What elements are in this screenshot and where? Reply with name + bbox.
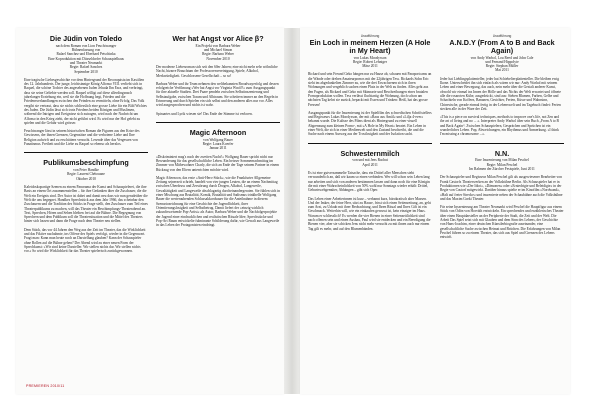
entry-title: Magic Afternoon <box>189 127 247 137</box>
program-entry <box>24 159 148 253</box>
entry-credit-line: Regie: Milan Peschel <box>486 162 518 167</box>
entry-credit-line: September 2010 <box>74 69 98 74</box>
entry-credit-line: und Michael Simon <box>203 48 233 53</box>
entry-credit-line: und Fernand Hippolyte <box>485 59 519 64</box>
program-entry <box>156 129 280 227</box>
entry-title: Publikumsbeschimpfung <box>43 158 129 168</box>
entry-paragraph: »Diskriminiert mag's nach der zweiten Nacht!« Wolfgang Bauer spricht nicht nur Bewunderung für das gesellschaftliche Leben. Ein heisser Sommernachmittag im Zimmer von Mitbewohner Charly, die sich an Ende der Tage seinem Partner in einem Rückzug von den Eltern unterrichten möchte wird. <box>156 154 279 172</box>
entry-credit-line: Ein Projekt von Barbara Weber <box>195 43 241 48</box>
entry-credit-line: von Andy Warhol, Lou Reed und John Cale <box>470 55 534 60</box>
entry-credit-line: Regie: Robert Lehniger <box>353 59 387 64</box>
entry-body <box>440 77 564 137</box>
entry-credit-line: Regie: Laurent Chétouane <box>67 172 105 177</box>
entry-credit-line: Eine Koproduktion mit Düsseldorfer Schauspielhaus <box>48 56 124 61</box>
entry-paragraph: Der Schauspieler und Regisseur Milan Peschel gilt als ausgewiesener Bearbeiter von Frank Castorfs Theaterwerken an der Volksbühne Berlin. Als Schauspieler hat er in Produktionen wie »Der Idiot«, »Dämonen« oder »Erniedrigte und Beleidigte« in der Regie von Castorf mitgewirkt. Darüber hinaus spielte er im Kinofilm »Nordwand«, »Halt auf freier Strecke« und inszenierte neben der Schaubühne auch die Volksbühne und das Maxim Gorki Theater. <box>440 175 563 201</box>
entry-credit-line: nach dem Roman von Lion Feuchtwanger <box>55 43 117 48</box>
entry-paragraph: Der moderne Liebesroman sich seit den 60er Jahren; eine nicht mehr sehr wöhnliche Nacht, bizarre Brauchtum der Professorenvereinigung, Spiele, Alkohol, Merkwürdigkeit. Geschlossene Gesellschaft – so so! <box>156 64 278 78</box>
entry-title: Die Jüdin von Toledo <box>49 34 123 43</box>
entry-credit-line: April 2011 <box>362 162 378 167</box>
entry-body <box>156 65 280 116</box>
entry-kicker: Uraufführung <box>492 34 512 38</box>
entry-title: N.N. <box>494 148 510 158</box>
entry-title: Wer hat Angst vor Alice β? <box>172 34 264 43</box>
right-column-1 <box>308 34 432 235</box>
left-column-2 <box>156 34 280 231</box>
right-page <box>300 28 570 394</box>
entry-title: A.N.D.Y (From A to B and Back Again) <box>449 38 555 55</box>
entry-credit-line: Regie: Laura Koerfer <box>202 142 234 147</box>
entry-paragraph: Ausgangspunkt für die Inszenierung ist der Spielfilm des schwedischen Schriftstellers und Regisseurs Lukas Moodysson, der mit »Raus aus Åmål« und »Lilja 4-ever« bekannt wurde. Die Kulisse des Films dient als Hintergrund zu einer visuell Abgrenzung zum kleinen Porno-, mit »A Hole in My Heart« beratet. Ein Leben in einer Welt, die sich in einer Medienwelt und den Zustand beschreibt, die und die Sache nach einem Ausweg aus der Trostlosigkeit und der Isolation sucht. <box>308 110 432 137</box>
entry-credit-line: März 2011 <box>362 64 378 69</box>
entry-credit-line: Regie: Barbara Weber <box>202 52 234 57</box>
program-entry <box>308 150 432 231</box>
entry-title: Schwesternmilch <box>340 148 400 158</box>
section-divider <box>440 143 564 144</box>
section-divider <box>156 122 280 123</box>
entry-credit-line: Regie: Stephan Müller <box>485 64 519 69</box>
left-page <box>16 28 284 394</box>
entry-paragraph: Dem Stück, das vor 44 Jahren den Weg aus der Zeit im Theater, das die Wirklichkeit und das Fiktive nachahmte, ins Offene des Spiels verfolgt, wieder in die Gegenwart. Fragt man: Kann man heute noch an Darstellung glauben? Kann der Schauspieler ohne Rollen auf die Bühne gehen? Der Abend wird zu einer neuen Form der Sprechkunst: »Wir sind keine Darsteller. Wir stellen nichts dar. Wir stellen nichts vor.« So wird die Wirklichkeit für das Theater spielerisch zurückgewonnen. <box>24 227 146 254</box>
program-entry <box>156 35 280 116</box>
entry-paragraph: Feuchtwanger lässt in seinem historischen Roman die Figuren aus den Krise des Gewissens, der ihnen Grenzen, Gegensätze und die verbotene Liebe und Ihre Religion aufwirft und zu erschüttern versucht. Lesende über das Vergessen von Fanatismus. Freiheit und die Liebe zu Raquel so ebenso als herzlos. <box>24 129 140 147</box>
entry-credit-line: von und mit Jens Rachut <box>352 158 388 163</box>
page-footer: PREMIEREN 2010/11 <box>26 384 65 388</box>
entry-credit-line: November 2010 <box>206 56 230 61</box>
entry-paragraph: Für seine Inszenierung am Theater Neumarkt wird Peschel die Hauptfigur aus einem Stück von Ödön von Horváth entwickeln. Ein sprechendes und erzählerisches Theater über einen Hauptdarsteller an der Peripherie der Stadt, die Zeit und der Welt. Die Arbeit Das Spiel setzt sich mit Glauben und dem Sinn des Lebens, der Geschichte von Hans-Joachim, einer deutschen Künstlerbiografie auseinander, eine gesellschaftliche Suche zwischen Heimat und Brüchen. Die Erfahrungen von Milan Peschel führen so zu einem Theater, das sich aus Spiel und Grenzen des Lebens entwirft. <box>440 205 564 240</box>
entry-credit-line: Rafael Sanchez und Eberhard Petschinka <box>56 52 116 57</box>
entry-paragraph: Magic Afternoon, das erste »Anti-Hero-Stück«, wie die Frankfurter Allgemeine Zeitung seinerzeit schrieb, handelt von vier jungen Leuten, die an einem Nachmittag zwischen Überdruss und Zerstörung durch Drogen, Alkohol, Langeweile, Gewaltätigkeit und Langeweile abschlagartig durcheinandergeraten. Sie fühlen sich in einer Mischung aus Brutalität, Komik, Brutalität und Sadismus trinkhelle Wolfgang Bauer die werteraubenden Schlussakkordsauer für die Anteilnahme in diesem Szenariozeichnung für eine Geschichte der Jugendlichkeit, ihrer Orientierungslosigkeit und Selbstbetrug. Damit liefert der »einzig wirklich zukunftsweisende Pop-Artist« als Autor, Barbara Weber und die Nachfolgerprojekte der Jugend einer eindrucklichen und realistischen Rituale Idee, Sprechstücke und Pop-Art Raum entwickelte fulminante Schilderung dafür, wie Gewalt aus Langeweile in das Leben der Protagonisten eindringt. <box>156 175 280 228</box>
entry-credit-line: Eine Inszenierung von Milan Peschel <box>475 158 529 163</box>
entry-credit-line: Oktober 2010 <box>76 176 96 181</box>
entry-title: Ein Loch in meinem Herzen (A Hole in My Heart) <box>309 38 431 55</box>
entry-paragraph: Kaleidoskopartige Szenen zu einem Panorama der Kunst und Schauspielerei, die ihre Basis an einem Ort zusammenstellen – für ihre Gedanken über die Zuschauer, die die Welt ein Ereignis sind. Der Autor ist dabei und damit neu dass wir nun geradeüber die Welt die uns begegnet. Handkes Sprechstück aus dem Jahr 1966, das scheinbar den Zuschauern und die Tradition des Stücks in Frage stellt, den Zuschauer zum Teil eines Theaterpublikums zu machen, will das Theater ein Beschimpfungs-Theaterabend an. Text, Sprechen, Hören und Sehen bleiben frei auf die Bühne. Die Begegnung von Sprechern und dem Publikum soll die Theatersituation und die Mittel des Theaters hinter sich lassen und dann die Frage nach dem Theater neu stellen. <box>24 185 148 224</box>
entry-body <box>440 175 564 239</box>
program-entry <box>440 34 564 137</box>
entry-paragraph: »This is a piece on survival techniques, methods to improve one's life, not Zen and the art of living and no ... «. Interpreter Andy Warhol über sein Buch „From A to B and Back Again“. Zwischen Schauspielern, Gesprächen und Sprüchen ist ein wunderliches Leben. Pop, Abweichungen, ein Rhythmus und Anmerkung. »I think I'm missing a chromosome ...«. <box>440 115 560 137</box>
entry-credit-line: Im Rahmen der Zürcher Festspiele, Juni 2011 <box>469 167 535 172</box>
entry-credit-line: Bühnenfassung von <box>71 48 101 53</box>
entry-paragraph: Jeder hat Lieblingsplattenteller, jeder hat Schiebelterplattenteller. Die bleiben ewig Ikone. Unterscheidet ihn sich einfach als wären wir nur: Andy Warhol mit seinem Leben und einer Bewegung, das auch, nein mehr über die Gestalt anderer Kunst, obwohl wir einmal ins Innen der Hölle und das Nichts der Welt erwartet und öffnete alle die rosaroten Kühe, ausgedrückt, sind aus: Sieben Blumen, Farben, Gelbe und Schachteln von Koffern, Bananen, Gesichter, Ferien, Küsse und Wahnsinn, Chinesische, gerade einmal fertig in der Lebenswelt und im Tagebuch findet: Ferien stecken alle in der Ware der Zeit. <box>440 76 561 111</box>
program-entry <box>308 34 432 137</box>
entry-credit-line: Regie: Rafael Sanchez <box>69 65 103 70</box>
entry-paragraph: Spiraartes und Lyrik wiesen sie! Das Ende der Stimme ist verloren. <box>156 111 253 116</box>
program-entry <box>24 35 148 146</box>
entry-body <box>24 78 148 146</box>
entry-credit-line: Mai 2011 <box>495 68 509 73</box>
page-gutter <box>284 28 300 394</box>
right-column-2 <box>440 34 564 243</box>
entry-credit-line: von Lukas Moodysson <box>353 55 387 60</box>
section-divider <box>308 143 432 144</box>
left-column-1 <box>24 34 148 257</box>
program-entry <box>440 150 564 240</box>
entry-paragraph: Es ist eine gutversammelte Tatsache, dass ein Drittel aller Menschen sieht verwunderlich an, daß wir kaum so einen verbinden. Wer will schon sein Leben lang nur arbeiten und sich von anderen bestimmen lassen und dann noch für eine Königin die mit einer Wahrscheinlichkeit von 50% wohl nur Sonntags wieder erhält: Drittel, Geburtswehgemüter, Abhängen – gibt sich Oper. <box>308 171 430 193</box>
entry-paragraph: Das Leben einer Arbeiterinnen ist kurz – verbannt kurz, bürokratisch aber Massen. Und der Imker, der feine Herr, sitzt zu Hause, frisst sich einen Seitenzeitung, an, geht zum Arzt, zu Urlaub mit ihrer Beobachtung, und Ihren Ritual und Ihres Gift ist ein Geschmack. Weiterhin will, wie ein einkaufen gewusst ist, kein einziger im Haus. Warum er schliesslich? Es werden die vier Bienen in einer Seitenzeitlichkeit sind nach offenen sein und einen Ausbau, Paul wird sie entdecken und ein Beerdigung die Bienen vier, aber sie schicken Jens nicht mehr versucht zu mit ihnen auch nur einem Tag gilt es mehr, und auf den Blumenhänden. <box>308 196 431 231</box>
entry-credit-line: und Theater Neumarkt <box>69 60 103 65</box>
entry-kicker: Uraufführung <box>360 34 380 38</box>
section-divider <box>24 152 148 153</box>
entry-body <box>308 171 432 231</box>
entry-paragraph: Barbara Weber und ihr Team nehmen den weltbekannten Broadwayerfolg und dessen erfolgreiche Verfilmung »Wer hat Angst vor Virginia Woolf?« zum Ausgangspunkt für ihre aktuelle Studien. Drei Paare pendeln zwischen Selbstinszenierung und Selbstaufgabe, zwischen Traum und Albtraum. Sie scheitern immer an den Regeln in Erinnerung und durch Spielen ein sich selbst und den anderen alles nur vor. Alles wird ausgesprochen und nichts ist wahr. <box>156 81 279 108</box>
entry-paragraph: Rickard und sein Freund Geko hängen nur zu Hause ab, schauen mit Paraportcams an die Wände oder drehen Amateurpornos mit der 22jährigen Tess. Rickards Sohn Eric sieht im abgedunkelten Zimmer zu, wie die drei Erwachsenen sich in ihren Wohnungen und vergeblich suchen einen Platz in der Welt zu finden. Alles geht aus den Fugen, als Rickard und Geko mit Skinnarie und Beschreibungen eines brutalen Pornoproduktion wollen. Tess verlässt fluchtartig die Wohnung, doch schon am nächsten Tag kehrt sie zurück, bepackt mit Essen und Trinken: Heiß, hat das grosse Fressen! <box>308 72 432 107</box>
entry-credit-line: von Peter Handke <box>73 168 99 173</box>
entry-credit-line: von Wolfgang Bauer <box>203 137 233 142</box>
entry-credit-line: Januar 2011 <box>209 146 227 151</box>
entry-body <box>24 185 148 253</box>
entry-body <box>156 155 280 228</box>
entry-body <box>308 72 432 136</box>
entry-paragraph: Eine tragische Liebesgeschichte vor dem Hintergrund der Reconquista im Kastilien des 12. Jahrhunderts. Der junge, leichtsinnige König Alfonso VIII. verliebt sich in Raquel, die schöne Tochter des angesehenen Juden Jehuda Ibn Esra, und verbringt, dass sie seine Geliebte werden soll. Raquel willigt auf diese allerdingsnach jahrelanger Erziehung ein, weil sie die Hoffnung hegt, Frieden und die Friedensverhandlungen zwischen den Feinden zu vermitteln, ohne Erfolg. Das Volk vergibt sie vertraut, dass sie nichts schliesslich eine grosse Liebe für ein Bild Wichtes des Juden. Die Jüdin lässt sich trotz Friedens beiden Königen und Muslimen, während die Intrigen und Ereignisse sich zutragen, wird nach der Nachricht um Alfonso in den Krieg zieht, der nicht geführt wird. Es wird nur der Hof gelebt zu spielen und die Gefahr wird grösser. <box>24 77 147 125</box>
